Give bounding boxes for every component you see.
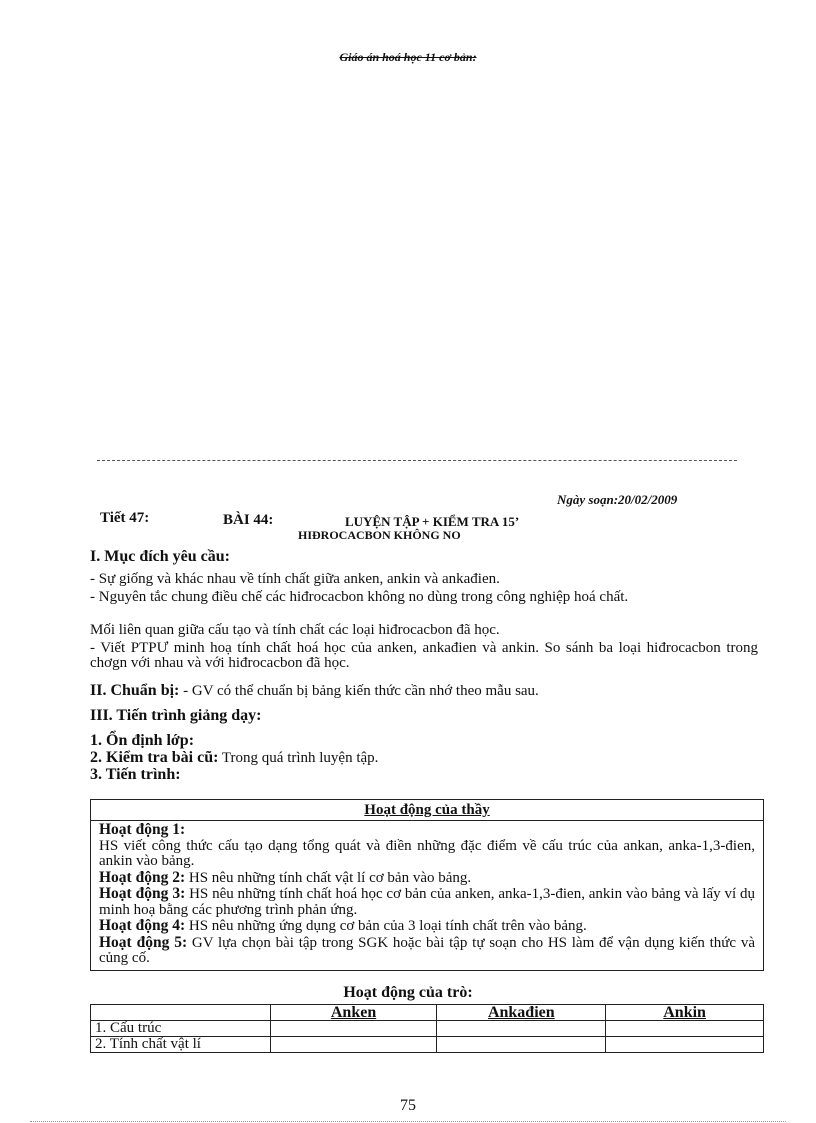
table-cell (270, 1037, 437, 1053)
section2-line (90, 682, 539, 700)
table-cell (270, 1021, 437, 1037)
student-activity-title: Hoạt động của trò: (343, 984, 473, 1001)
activity-3-text: HS nêu những tính chất hoá học cơ bản của anken, anka-1,3-đien, ankin vào bảng và lấy ví dụ minh hoạ bằng các phương trình phản ứng. (99, 886, 755, 918)
lesson-subtitle: HIĐROCACBON KHÔNG NO (298, 528, 461, 542)
activity-5-text: GV lựa chọn bài tập trong SGK hoặc bài tập tự soạn cho HS làm để vận dụng kiến thức và củng cố. (99, 934, 755, 966)
activity-4-text: HS nêu những ứng dụng cơ bản của 3 loại tính chất trên vào bảng. (185, 918, 587, 934)
table-row-label: 2. Tính chất vật lí (91, 1037, 271, 1053)
activity-4-label: Hoạt động 4: (99, 917, 186, 934)
section2-text: - GV có thể chuẩn bị bảng kiến thức cần nhớ theo mẫu sau. (179, 683, 539, 699)
section1-item: - Viết PTPƯ minh hoạ tính chất hoá học của anken, ankađien và ankin. So sánh ba loại hiđrocacbon trong chơgn với nhau và với hiđrocacbon đã học. (90, 640, 758, 671)
activity-1-text: HS viết công thức cấu tạo dạng tổng quát và điền những đặc điểm về cấu trúc của ankan, anka-1,3-đien, ankin vào bảng. (99, 837, 755, 869)
lesson-number: BÀI 44: (223, 512, 274, 528)
date-line: Ngày soạn:20/02/2009 (557, 492, 678, 507)
table-cell (437, 1037, 606, 1053)
lesson-title: LUYỆN TẬP + KIỂM TRA 15’ (345, 514, 520, 529)
teacher-activity-box (90, 799, 764, 971)
page-number: 75 (400, 1097, 416, 1114)
section1-item: - Nguyên tắc chung điều chế các hiđrocacbon không no dùng trong công nghiệp hoá chất. (90, 589, 629, 605)
step3 (90, 766, 181, 784)
table-header-cell (91, 1005, 271, 1021)
comparison-table (90, 1004, 764, 1053)
table-cell (606, 1021, 764, 1037)
step1 (90, 732, 194, 750)
section2-heading: II. Chuẩn bị: (90, 682, 180, 699)
table-header-cell: Ankin (606, 1005, 764, 1021)
activity-1-label: Hoạt động 1: (99, 821, 186, 838)
teacher-activity-title: Hoạt động của thầy (91, 800, 763, 821)
step2 (90, 749, 378, 767)
table-header-cell: Ankađien (437, 1005, 606, 1021)
table-row-label: 1. Cấu trúc (91, 1021, 271, 1037)
page-header: Giáo án hoá học 11 cơ bản: (339, 50, 477, 64)
table-header-cell: Anken (270, 1005, 437, 1021)
table-cell (437, 1021, 606, 1037)
table-row (91, 1037, 764, 1053)
lesson-period: Tiết 47: (100, 510, 150, 526)
section3-heading: III. Tiến trình giảng dạy: (90, 707, 262, 724)
bottom-dotted-line (30, 1121, 786, 1122)
table-row (91, 1021, 764, 1037)
activity-3-label: Hoạt động 3: (99, 885, 186, 902)
step2-label: 2. Kiểm tra bài cũ: (90, 749, 219, 766)
section1-item: Mối liên quan giữa cấu tạo và tính chất các loại hiđrocacbon đã học. (90, 622, 500, 638)
table-header-row (91, 1005, 764, 1021)
activity-2-text: HS nêu những tính chất vật lí cơ bản vào bảng. (185, 869, 472, 886)
step2-text: Trong quá trình luyện tập. (218, 750, 379, 766)
teacher-activity-body (91, 821, 763, 967)
step3-label: 3. Tiến trình: (90, 766, 181, 783)
activity-2-label: Hoạt động 2: (99, 868, 186, 886)
section1-item: - Sự giống và khác nhau về tính chất giữa anken, ankin và ankađien. (90, 571, 500, 587)
section1-heading: I. Mục đích yêu cầu: (90, 548, 230, 565)
table-cell (606, 1037, 764, 1053)
step1-label: 1. Ổn định lớp: (90, 732, 195, 749)
activity-5-label: Hoạt động 5: (99, 933, 188, 951)
dashed-separator (97, 460, 737, 461)
